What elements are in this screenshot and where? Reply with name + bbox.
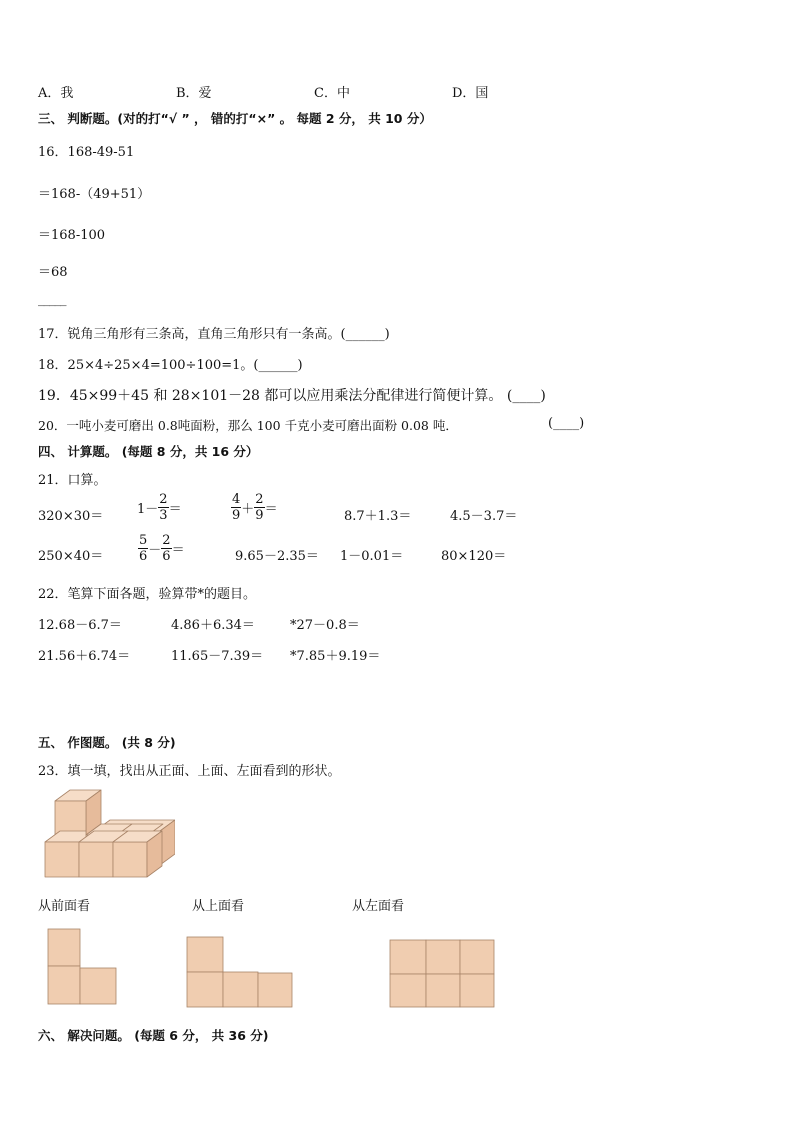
label-top-view: 从上面看: [192, 899, 245, 914]
q16-line-3: ＝168-100: [38, 228, 106, 243]
q19: 19．45×99＋45 和 28×101－28 都可以应用乘法分配律进行简便计算。 (____): [38, 388, 546, 404]
section-5-title: 五、 作图题。 (共 8 分): [38, 735, 176, 750]
option-b: B．爱: [176, 86, 212, 101]
q21-r2-d: 1－0.01＝: [340, 549, 404, 564]
cube-arrangement-figure: [40, 787, 175, 882]
label-front-view: 从前面看: [38, 899, 91, 914]
q22-r1-b: 4.86＋6.34＝: [171, 618, 255, 633]
section-6-title: 六、 解决问题。 (每题 6 分， 共 36 分): [38, 1028, 269, 1043]
q22-title: 22．笔算下面各题，验算带*的题目。: [38, 587, 257, 602]
q21-r1-a: 320×30＝: [38, 509, 104, 524]
q22-r2-c: *7.85＋9.19＝: [290, 649, 381, 664]
q20: 20．一吨小麦可磨出 0.8吨面粉，那么 100 千克小麦可磨出面粉 0.08 吨．: [38, 418, 458, 433]
q21-r1-b: 1－ $\frac{2}{3}$ ＝: [137, 492, 182, 523]
q18: 18．25×4÷25×4=100÷100=1。(______): [38, 358, 303, 373]
q23-title: 23．填一填，找出从正面、上面、左面看到的形状。: [38, 764, 341, 779]
q20-blank[interactable]: (____): [548, 416, 585, 431]
q17: 17．锐角三角形有三条高，直角三角形只有一条高。(______): [38, 327, 390, 342]
q21-r2-e: 80×120＝: [441, 549, 507, 564]
q16-line-1: 16．168-49-51: [38, 145, 135, 160]
q22-r1-c: *27－0.8＝: [290, 618, 360, 633]
q22-r2-a: 21.56＋6.74＝: [38, 649, 131, 664]
left-view-figure: [389, 939, 497, 1009]
q22-r2-b: 11.65－7.39＝: [171, 649, 264, 664]
front-view-figure: [47, 928, 119, 1006]
option-c: C．中: [314, 86, 350, 101]
section-4-title: 四、 计算题。 (每题 8 分，共 16 分）: [38, 444, 259, 459]
q21-r1-d: 8.7＋1.3＝: [344, 509, 412, 524]
q21-r2-a: 250×40＝: [38, 549, 104, 564]
label-left-view: 从左面看: [352, 899, 405, 914]
q21-r1-c: $\frac{4}{9}$ ＋ $\frac{2}{9}$ ＝: [232, 492, 278, 523]
top-view-figure: [186, 936, 294, 1008]
q21-r2-c: 9.65－2.35＝: [235, 549, 319, 564]
q21-r1-e: 4.5－3.7＝: [450, 509, 518, 524]
q16-answer-blank[interactable]: _____: [38, 292, 66, 307]
q16-line-2: ＝168-（49+51）: [38, 187, 151, 202]
q16-line-4: ＝68: [38, 265, 68, 280]
option-a: A．我: [38, 86, 74, 101]
q21-r2-b: $\frac{5}{6}$ － $\frac{2}{6}$ ＝: [139, 533, 185, 564]
q22-r1-a: 12.68－6.7＝: [38, 618, 122, 633]
section-3-title: 三、 判断题。(对的打“√ ” ， 错的打“×” 。 每题 2 分， 共 10 分）: [38, 111, 432, 126]
option-d: D．国: [452, 86, 489, 101]
q21-title: 21．口算。: [38, 473, 107, 488]
